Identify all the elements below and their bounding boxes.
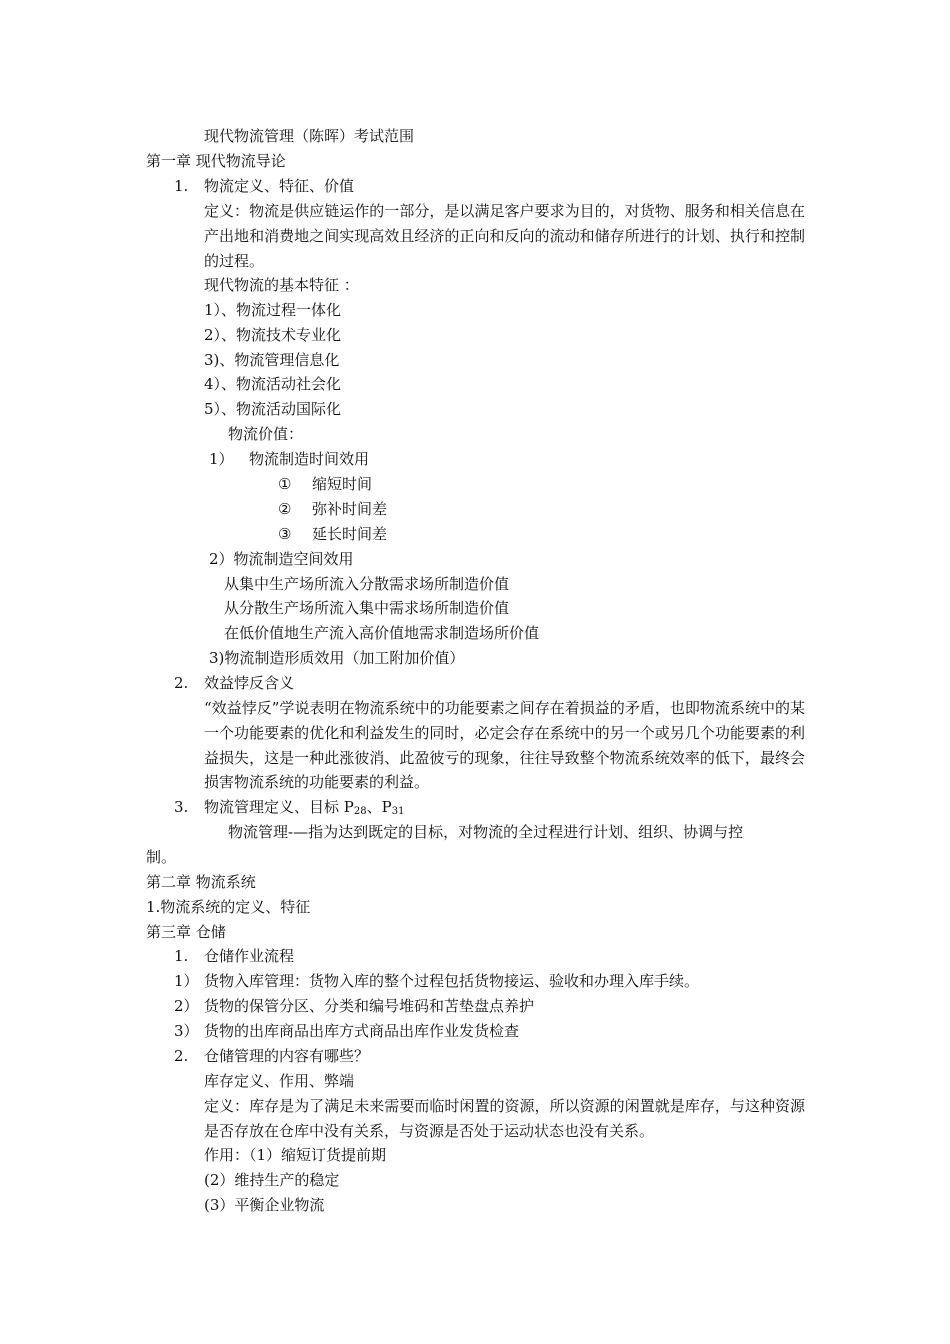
document-title: 现代物流管理（陈晖）考试范围 xyxy=(204,127,415,145)
page-ref: 31 xyxy=(391,806,405,817)
ch2-item: 1.物流系统的定义、特征 xyxy=(146,898,311,916)
value-item-time xyxy=(209,447,369,472)
logistics-definition: 定义：物流是供应链运作的一部分，是以满足客户要求为目的，对货物、服务和相关信息在产出地和消费地之间实现高效且经济的正向和反向的流动和储存所进行的计划、执行和控制的过程。 xyxy=(204,202,805,270)
step-number: 1） xyxy=(174,972,199,990)
efficiency-tradeoff-body: “效益悖反”学说表明在物流系统中的功能要素之间存在着损益的矛盾，也即物流系统中的某一个功能要素的优化和利益发生的同时，必定会存在系统中的另一个或另几个功能要素的利益损失，这是一种此涨彼消、此盈彼亏的现象，往往导致整个物流系统效率的低下，最终会损害物流系统的功能要素的利益。 xyxy=(204,699,805,792)
section-number: 2. xyxy=(174,1047,189,1065)
warehouse-step xyxy=(174,1019,519,1044)
feature-item: 1）、物流过程一体化 xyxy=(204,301,342,319)
inventory-use: 作用：（1）缩短订货提前期 xyxy=(204,1146,387,1164)
circled-number: ② xyxy=(278,500,292,518)
time-subitem xyxy=(278,522,387,547)
section-title: 物流定义、特征、价值 xyxy=(204,177,355,195)
section-title: 物流管理定义、目标 P xyxy=(204,798,354,816)
chapter-3-heading: 第三章 仓储 xyxy=(146,923,226,941)
features-heading: 现代物流的基本特征 ： xyxy=(204,276,359,294)
time-subitem xyxy=(278,497,387,522)
ref-separator: 、P xyxy=(366,798,392,816)
section-number: 1. xyxy=(174,947,189,965)
warehouse-step xyxy=(174,969,699,994)
space-subitem: 从集中生产场所流入分散需求场所制造价值 xyxy=(224,575,510,593)
subitem-text: 弥补时间差 xyxy=(312,500,388,518)
value-item-space: 2）物流制造空间效用 xyxy=(209,550,354,568)
ch3-section-1-heading xyxy=(174,944,294,969)
circled-number: ① xyxy=(278,475,292,493)
space-subitem: 在低价值地生产流入高价值地需求制造场所价值 xyxy=(224,624,540,642)
section-number: 3. xyxy=(174,798,189,816)
section-title: 效益悖反含义 xyxy=(204,674,295,692)
step-text: 货物的出库商品出库方式商品出库作业发货检查 xyxy=(204,1022,520,1040)
section-title: 仓储管理的内容有哪些？ xyxy=(204,1047,370,1065)
step-number: 2） xyxy=(174,997,199,1015)
value-title: 物流制造时间效用 xyxy=(249,450,370,468)
step-text: 货物的保管分区、分类和编号堆码和苫垫盘点养护 xyxy=(204,997,535,1015)
ch1-section-2-heading xyxy=(174,671,294,696)
section-number: 1. xyxy=(174,177,189,195)
feature-item: 4）、物流活动社会化 xyxy=(204,375,342,393)
value-number: 1） xyxy=(209,450,234,468)
ch1-section-1-heading xyxy=(174,174,354,199)
inventory-use: (2）维持生产的稳定 xyxy=(204,1171,340,1189)
feature-item: 3)、物流管理信息化 xyxy=(204,351,340,369)
value-item-form: 3)物流制造形质效用（加工附加价值） xyxy=(209,649,465,667)
subitem-text: 延长时间差 xyxy=(312,525,388,543)
feature-item: 2）、物流技术专业化 xyxy=(204,326,342,344)
circled-number: ③ xyxy=(278,525,292,543)
section-title: 仓储作业流程 xyxy=(204,947,295,965)
feature-item: 5）、物流活动国际化 xyxy=(204,400,342,418)
ch1-section-3-heading xyxy=(174,795,404,820)
step-number: 3） xyxy=(174,1022,199,1040)
chapter-2-heading: 第二章 物流系统 xyxy=(146,873,256,891)
warehouse-step xyxy=(174,994,534,1019)
management-definition-line: 物流管理-—指为达到既定的目标，对物流的全过程进行计划、组织、协调与控 xyxy=(228,823,744,841)
step-text: 货物入库管理：货物入库的整个过程包括货物接运、验收和办理入库手续。 xyxy=(204,972,700,990)
inventory-subheading: 库存定义、作用、弊端 xyxy=(204,1072,355,1090)
subitem-text: 缩短时间 xyxy=(312,475,373,493)
inventory-use: (3）平衡企业物流 xyxy=(204,1196,325,1214)
management-definition-line: 制。 xyxy=(146,848,177,866)
chapter-1-heading: 第一章 现代物流导论 xyxy=(146,152,286,170)
time-subitem xyxy=(278,472,372,497)
inventory-definition: 定义：库存是为了满足未来需要而临时闲置的资源，所以资源的闲置就是库存，与这种资源是否存放在仓库中没有关系，与资源是否处于运动状态也没有关系。 xyxy=(204,1097,805,1140)
space-subitem: 从分散生产场所流入集中需求场所制造价值 xyxy=(224,599,510,617)
value-heading: 物流价值： xyxy=(228,425,304,443)
section-number: 2. xyxy=(174,674,189,692)
page-ref: 28 xyxy=(353,806,367,817)
ch3-section-2-heading xyxy=(174,1044,369,1069)
